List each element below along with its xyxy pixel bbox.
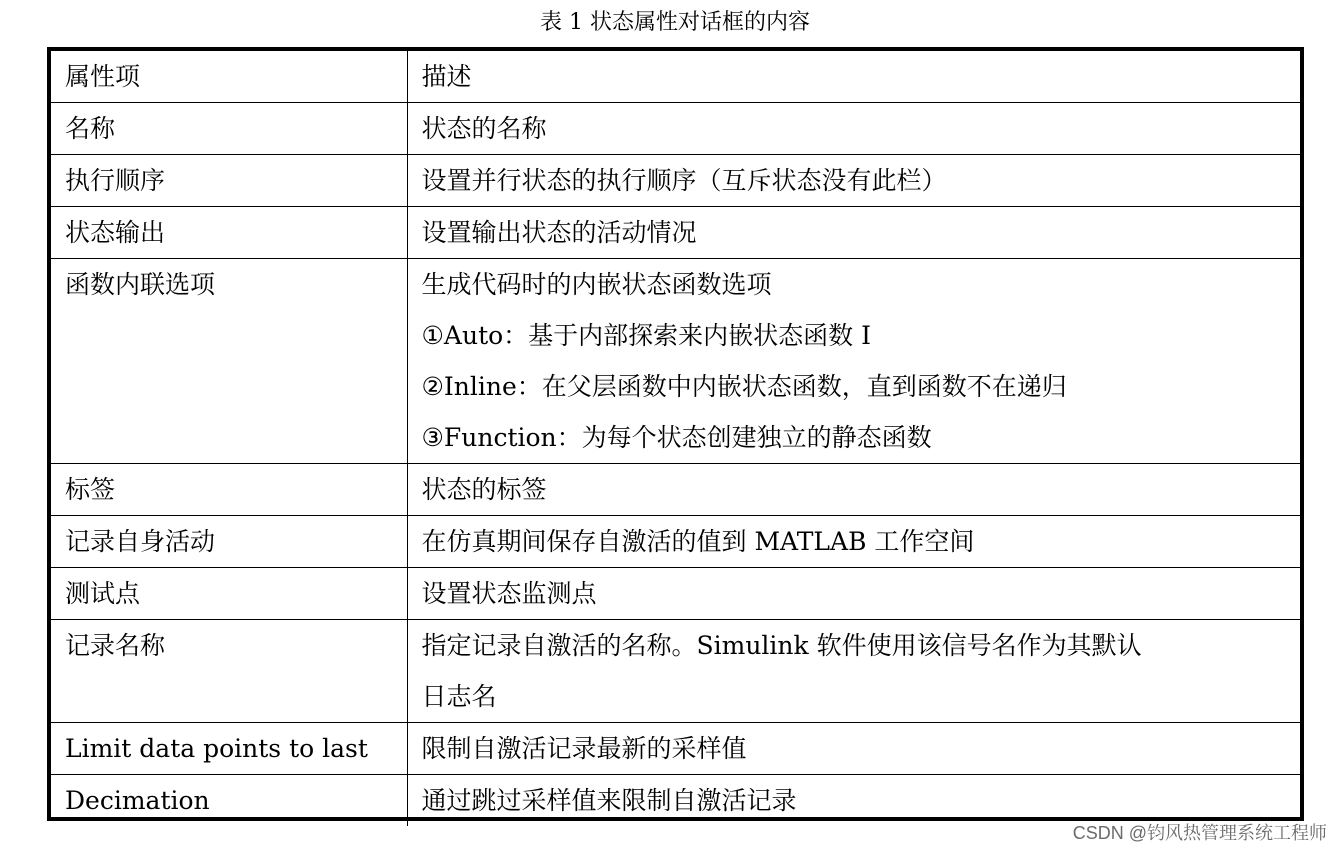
table-row	[51, 568, 1300, 620]
description-line: ③Function：为每个状态创建独立的静态函数	[421, 423, 932, 452]
property-cell: 状态输出	[51, 207, 407, 259]
description-line: 日志名	[421, 682, 497, 711]
description-line: 生成代码时的内嵌状态函数选项	[421, 270, 772, 299]
description-cell	[407, 207, 1300, 259]
description-cell	[407, 103, 1300, 155]
property-cell: 标签	[51, 464, 407, 516]
description-cell	[407, 723, 1300, 775]
description-line: ①Auto：基于内部探索来内嵌状态函数 I	[421, 321, 871, 350]
header-property: 属性项	[51, 51, 407, 103]
description-cell	[407, 464, 1300, 516]
description-cell	[407, 568, 1300, 620]
property-cell: Decimation	[51, 775, 407, 827]
table-row	[51, 464, 1300, 516]
description-line: 指定记录自激活的名称。Simulink 软件使用该信号名作为其默认	[421, 631, 1142, 660]
table-row	[51, 620, 1300, 723]
property-cell: 测试点	[51, 568, 407, 620]
description-line: 限制自激活记录最新的采样值	[421, 734, 747, 763]
table-row	[51, 155, 1300, 207]
description-cell	[407, 516, 1300, 568]
table-row	[51, 103, 1300, 155]
property-cell: 记录名称	[51, 620, 407, 723]
description-line: ②Inline：在父层函数中内嵌状态函数，直到函数不在递归	[421, 372, 1067, 401]
table-caption: 表 1 状态属性对话框的内容	[540, 10, 810, 35]
description-cell	[407, 259, 1300, 464]
description-line: 设置输出状态的活动情况	[421, 218, 697, 247]
table-row	[51, 207, 1300, 259]
table-row	[51, 259, 1300, 464]
property-cell: 执行顺序	[51, 155, 407, 207]
property-table-grid	[51, 51, 1300, 826]
description-line: 状态的名称	[421, 114, 547, 143]
description-line: 状态的标签	[421, 475, 547, 504]
description-line: 通过跳过采样值来限制自激活记录	[421, 786, 797, 815]
property-cell: 函数内联选项	[51, 259, 407, 464]
property-cell: 名称	[51, 103, 407, 155]
description-line: 设置状态监测点	[421, 579, 597, 608]
table-row	[51, 516, 1300, 568]
table-row	[51, 723, 1300, 775]
watermark: CSDN @钧风热管理系统工程师	[1072, 823, 1327, 843]
description-line: 设置并行状态的执行顺序（互斥状态没有此栏）	[421, 166, 947, 195]
property-table	[47, 47, 1304, 821]
description-cell	[407, 155, 1300, 207]
header-description: 描述	[407, 51, 1300, 103]
property-cell: 记录自身活动	[51, 516, 407, 568]
description-cell	[407, 620, 1300, 723]
table-header-row	[51, 51, 1300, 103]
description-line: 在仿真期间保存自激活的值到 MATLAB 工作空间	[421, 527, 975, 556]
property-cell: Limit data points to last	[51, 723, 407, 775]
